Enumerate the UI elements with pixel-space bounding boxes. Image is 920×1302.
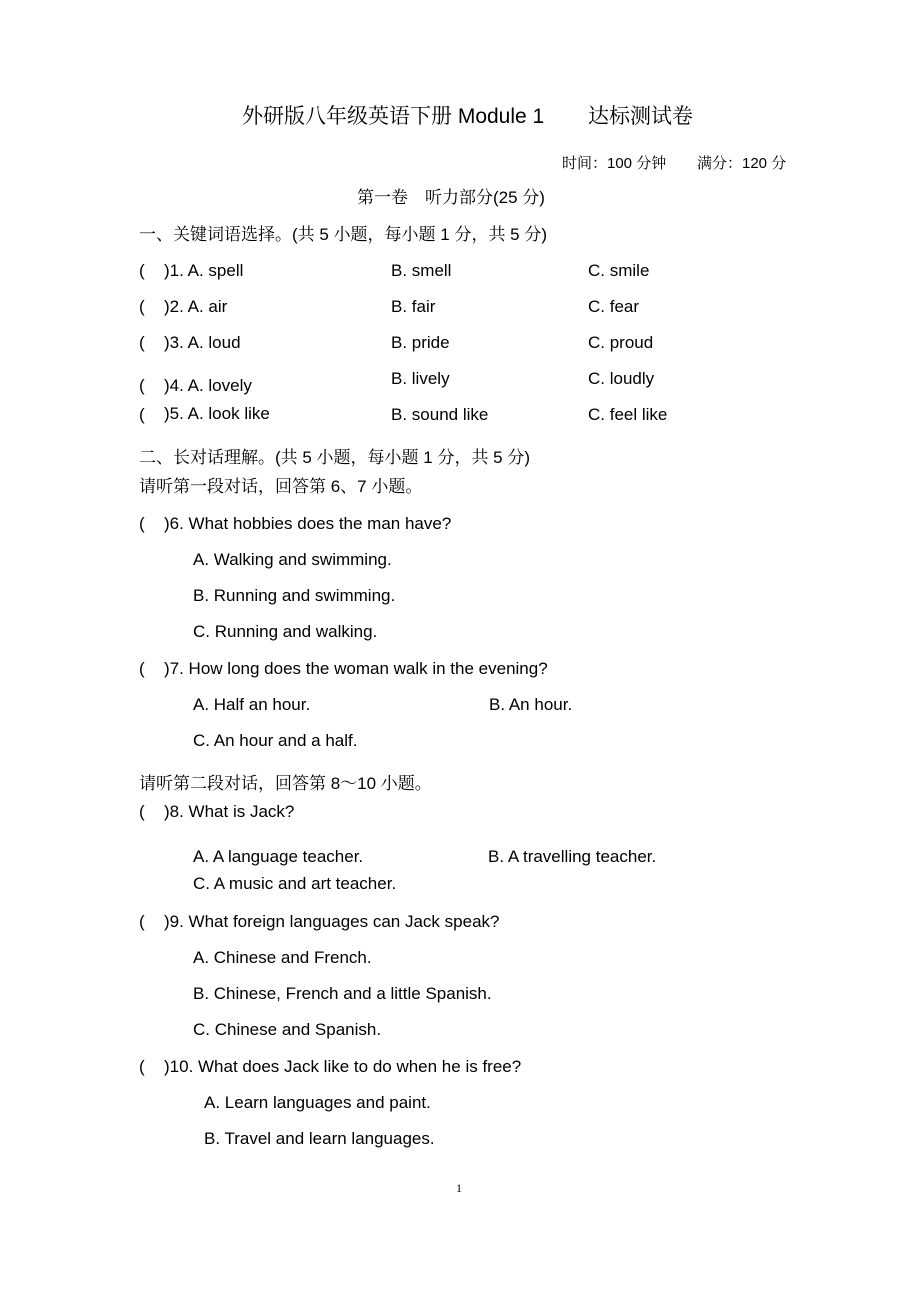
section1-heading: 一、关键词语选择。(共 5 小题，每小题 1 分，共 5 分) (139, 225, 548, 244)
answer-bracket: ( (139, 261, 145, 280)
option-c: C. feel like (588, 405, 668, 424)
answer-bracket: ( (139, 802, 145, 821)
answer-bracket: ( (139, 514, 145, 533)
option-a: A. Walking and swimming. (193, 550, 392, 569)
option-a: A. Half an hour. (193, 695, 311, 714)
question-7: )7. How long does the woman walk in the evening? (164, 659, 548, 678)
page-number: 1 (456, 1181, 462, 1195)
question-1: )1. A. spell (164, 261, 244, 280)
option-a: A. A language teacher. (193, 847, 364, 866)
question-3: )3. A. loud (164, 333, 241, 352)
option-c: C. proud (588, 333, 654, 352)
option-b: B. lively (391, 369, 450, 388)
option-c: C. A music and art teacher. (193, 874, 397, 893)
time-limit: 时间：100 分钟 (562, 155, 667, 172)
option-c: C. fear (588, 297, 640, 316)
option-b: B. A travelling teacher. (488, 847, 657, 866)
question-6: )6. What hobbies does the man have? (164, 514, 452, 533)
option-b: B. Running and swimming. (193, 586, 396, 605)
answer-bracket: ( (139, 405, 145, 424)
section2-heading: 二、长对话理解。(共 5 小题，每小题 1 分，共 5 分) (139, 448, 531, 467)
option-a: A. Chinese and French. (193, 948, 372, 967)
document-title: 外研版八年级英语下册 Module 1 (242, 105, 545, 128)
full-score: 满分：120 分 (697, 155, 787, 172)
option-b: B. sound like (391, 405, 489, 424)
dialogue1-instruction: 请听第一段对话，回答第 6、7 小题。 (139, 477, 423, 496)
option-c: C. Running and walking. (193, 622, 378, 641)
answer-bracket: ( (139, 297, 145, 316)
option-c: C. An hour and a half. (193, 731, 358, 750)
option-c: C. smile (588, 261, 650, 280)
answer-bracket: ( (139, 1057, 145, 1076)
question-4: )4. A. lovely (164, 376, 252, 395)
option-b: B. pride (391, 333, 450, 352)
answer-bracket: ( (139, 376, 145, 395)
option-b: B. fair (391, 297, 436, 316)
dialogue2-instruction: 请听第二段对话，回答第 8～10 小题。 (139, 774, 432, 793)
question-5: )5. A. look like (164, 404, 270, 423)
option-b: B. Chinese, French and a little Spanish. (193, 984, 492, 1003)
option-c: C. Chinese and Spanish. (193, 1020, 382, 1039)
option-c: C. loudly (588, 369, 655, 388)
answer-bracket: ( (139, 659, 145, 678)
part-heading: 第一卷 听力部分(25 分) (357, 188, 545, 207)
answer-bracket: ( (139, 333, 145, 352)
answer-bracket: ( (139, 912, 145, 931)
question-2: )2. A. air (164, 297, 228, 316)
question-10: )10. What does Jack like to do when he is free? (164, 1057, 522, 1076)
option-b: B. Travel and learn languages. (204, 1129, 435, 1148)
document-title-suffix: 达标测试卷 (588, 105, 693, 128)
question-8: )8. What is Jack? (164, 802, 295, 821)
option-b: B. An hour. (489, 695, 573, 714)
option-a: A. Learn languages and paint. (204, 1093, 431, 1112)
question-9: )9. What foreign languages can Jack speak? (164, 912, 500, 931)
option-b: B. smell (391, 261, 452, 280)
